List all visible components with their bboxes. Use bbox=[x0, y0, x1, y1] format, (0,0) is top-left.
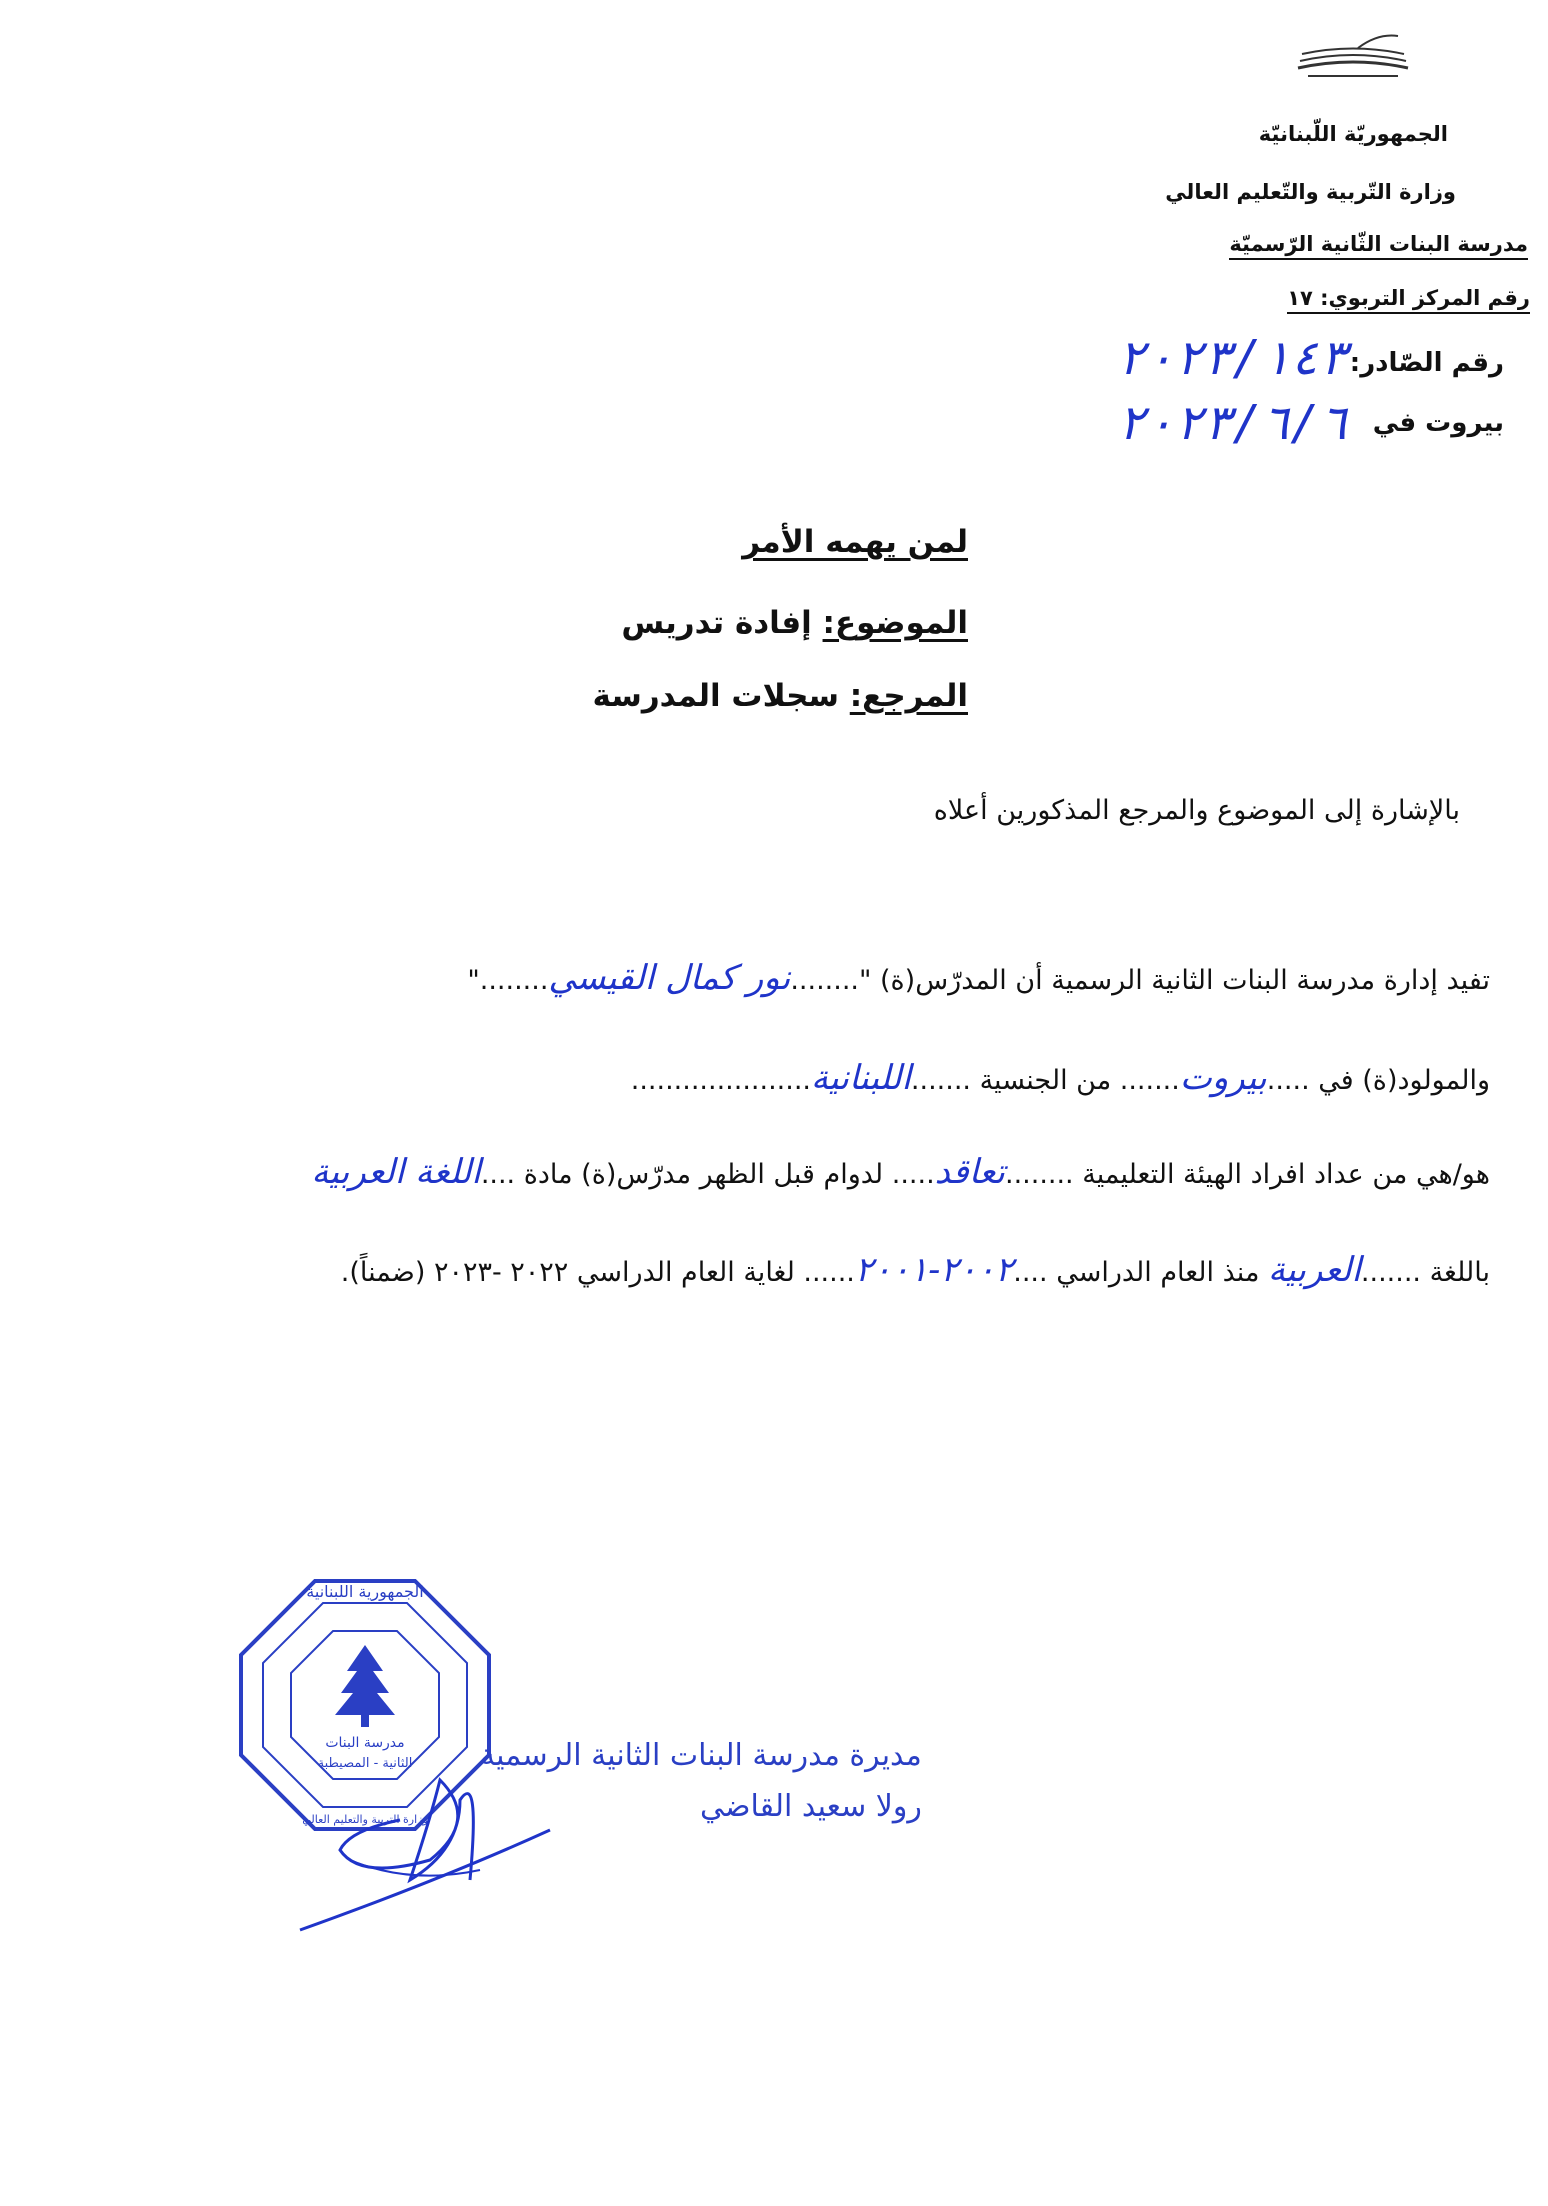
nationality: اللبنانية bbox=[811, 1058, 911, 1098]
body-line-2: والمولود(ة) في .....بيروت....... من الجنسية .......اللبنانية..................... bbox=[630, 1058, 1490, 1098]
header-school: مدرسة البنات الثّانية الرّسميّة bbox=[1229, 232, 1528, 260]
line3-text-a: هو/هي من عداد افراد الهيئة التعليمية bbox=[1073, 1159, 1490, 1190]
signatory-name: رولا سعيد القاضي bbox=[700, 1789, 922, 1824]
stamp-inner-1: مدرسة البنات bbox=[325, 1735, 405, 1751]
body-line-3: هو/هي من عداد افراد الهيئة التعليمية ........تعاقد..... لدوام قبل الظهر مدرّس(ة) مادة ....اللغة العربية bbox=[311, 1152, 1490, 1192]
date-value: ٢٠٢٣/٦/٦ bbox=[1116, 395, 1348, 451]
reference-line bbox=[593, 678, 968, 714]
header-center-number: رقم المركز التربوي: ١٧ bbox=[1287, 286, 1530, 314]
line2-text-b: من الجنسية bbox=[970, 1065, 1120, 1096]
reference-value: سجلات المدرسة bbox=[592, 678, 850, 714]
outgoing-number-label: رقم الصّادر: bbox=[1349, 348, 1504, 378]
stamp-ring-text: الجمهورية اللبنانية bbox=[306, 1582, 424, 1601]
header-republic: الجمهوريّة اللّبنانيّة bbox=[1258, 122, 1448, 146]
subject-line bbox=[621, 605, 968, 641]
language: العربية bbox=[1268, 1250, 1361, 1290]
to-whom-title: لمن يهمه الأمر bbox=[742, 524, 968, 560]
subject-value: إفادة تدريس bbox=[621, 605, 823, 641]
subject-label: الموضوع: bbox=[822, 605, 968, 641]
body-line-4: باللغة .......العربية منذ العام الدراسي ....٢٠٠٢-٢٠٠١...... لغاية العام الدراسي ٢٠٢٢ -٢٠٢٣ (ضمناً). bbox=[340, 1250, 1490, 1290]
body-line-1: تفيد إدارة مدرسة البنات الثانية الرسمية أن المدرّس(ة) "........نور كمال القيسي........" bbox=[467, 958, 1490, 998]
header-ministry: وزارة التّربية والتّعليم العالي bbox=[1165, 180, 1456, 204]
stamp-bottom: وزارة التربية والتعليم العالي bbox=[302, 1813, 428, 1826]
employment-type: تعاقد bbox=[934, 1152, 1005, 1192]
outgoing-number-value: ٢٠٢٣/١٤٣ bbox=[1116, 330, 1348, 386]
signature-block bbox=[480, 1730, 922, 1832]
line2-text-a: والمولود(ة) في bbox=[1309, 1065, 1490, 1096]
city-date-label: بيروت في bbox=[1372, 408, 1504, 438]
intro-paragraph: بالإشارة إلى الموضوع والمرجع المذكورين أعلاه bbox=[933, 795, 1460, 826]
line1-text-a: تفيد إدارة مدرسة البنات الثانية الرسمية أن المدرّس(ة) " bbox=[859, 965, 1490, 996]
reference-label: المرجع: bbox=[849, 678, 968, 714]
birthplace: بيروت bbox=[1179, 1058, 1267, 1098]
book-logo-icon bbox=[1288, 28, 1418, 83]
line4-text-b: منذ العام الدراسي bbox=[1047, 1257, 1268, 1288]
line4-text-c: لغاية العام الدراسي ٢٠٢٢ -٢٠٢٣ (ضمناً). bbox=[340, 1257, 804, 1288]
subject-taught: اللغة العربية bbox=[311, 1152, 481, 1192]
teacher-name: نور كمال القيسي bbox=[548, 958, 791, 998]
line3-text-b: لدوام قبل الظهر مدرّس(ة) مادة bbox=[515, 1159, 892, 1190]
stamp-inner-2: الثانية - المصيطبة bbox=[317, 1756, 413, 1771]
signatory-title: مديرة مدرسة البنات الثانية الرسمية bbox=[480, 1738, 922, 1773]
line1-text-b: " bbox=[467, 965, 480, 996]
line4-text-a: باللغة bbox=[1421, 1257, 1490, 1288]
start-year: ٢٠٠٢-٢٠٠١ bbox=[854, 1250, 1014, 1290]
